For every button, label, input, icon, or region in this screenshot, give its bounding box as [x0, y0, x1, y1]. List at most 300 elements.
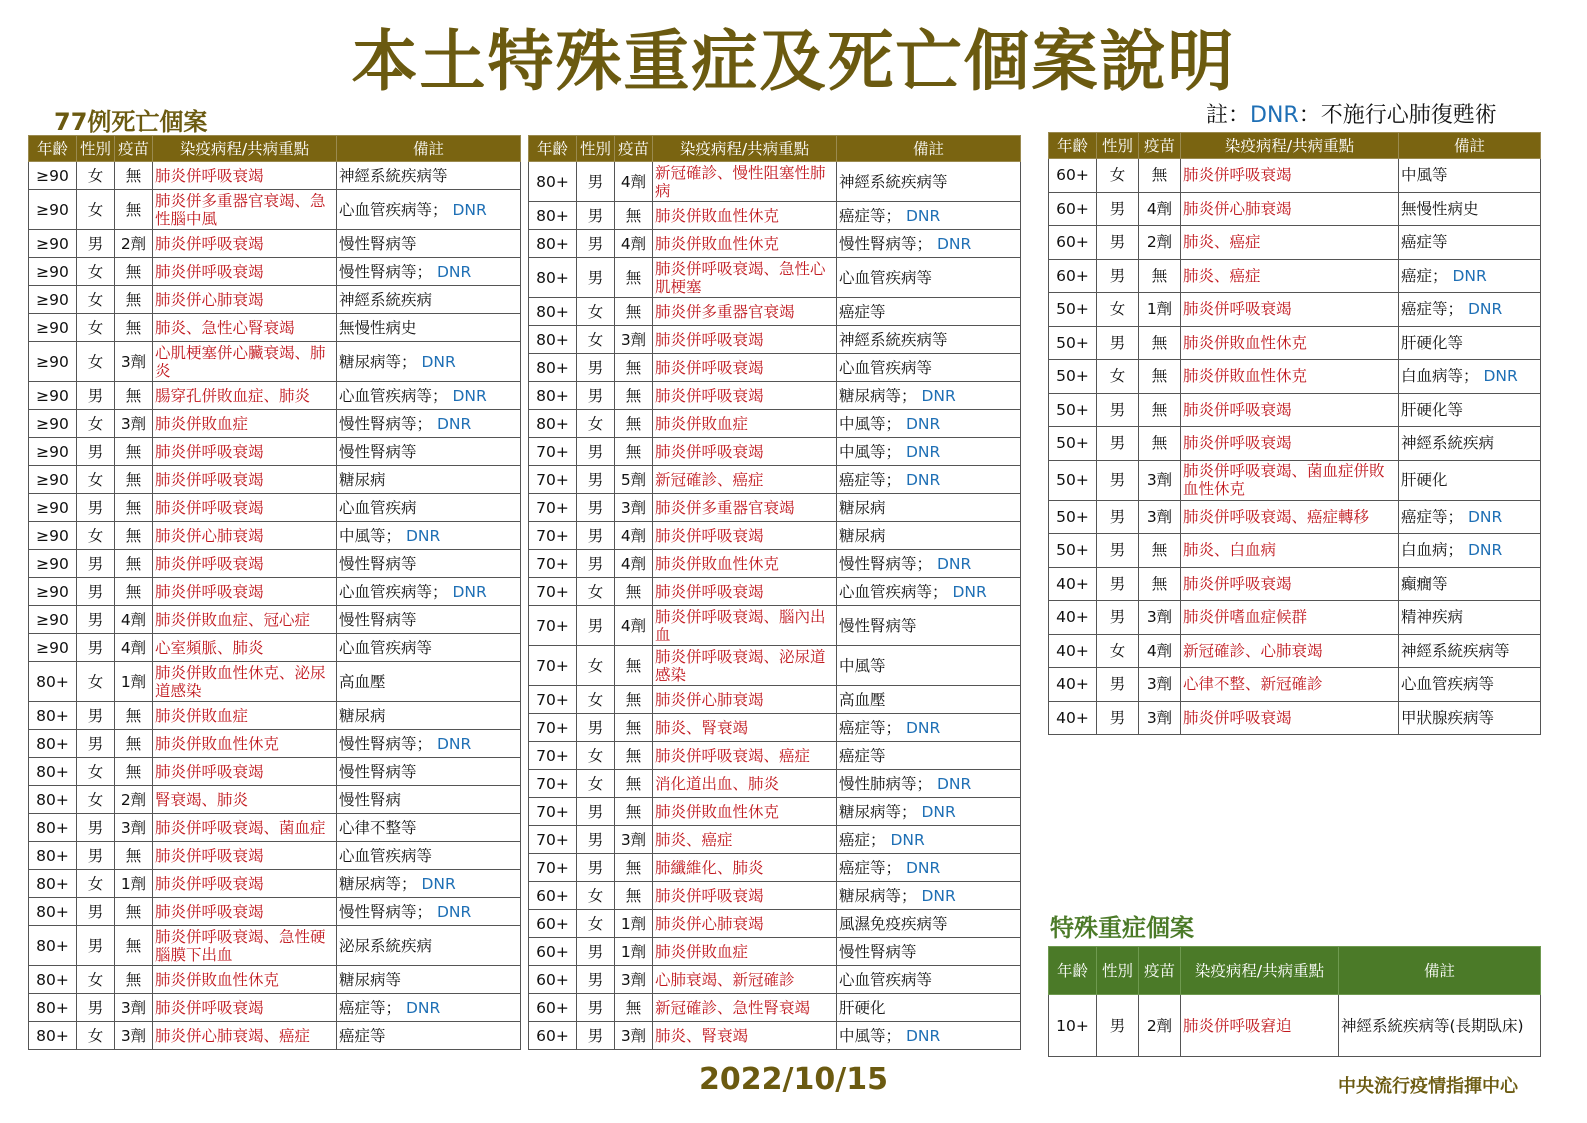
remark-cell-text: 肝硬化 [839, 998, 886, 1017]
age-cell [1049, 259, 1097, 293]
sex-cell [1097, 601, 1139, 635]
course-cell-text: 肺炎併心肺衰竭 [655, 690, 764, 709]
course-cell-text: 肺炎併呼吸衰竭 [655, 526, 764, 545]
dnr-note [1206, 98, 1497, 129]
age-cell [29, 926, 77, 966]
age-cell-text: 80+ [36, 1026, 69, 1045]
age-cell-text: ≥90 [36, 290, 69, 309]
course-cell-text: 肺炎併呼吸衰竭 [155, 262, 264, 281]
vaccine-cell [1139, 259, 1181, 293]
remark-cell [337, 606, 521, 634]
course-cell-text: 肺炎、急性心腎衰竭 [155, 318, 295, 337]
course-cell [653, 522, 837, 550]
course-cell-text: 肺炎併呼吸衰竭 [155, 554, 264, 573]
vaccine-cell-text: 3劑 [620, 970, 647, 989]
vaccine-cell [615, 410, 653, 438]
table-row [1049, 360, 1541, 394]
table-row [529, 230, 1021, 258]
remark-cell-text: 肝硬化等 [1401, 400, 1464, 419]
sex-cell [77, 898, 115, 926]
remark-cell [337, 342, 521, 382]
dnr-tag: DNR [905, 858, 941, 877]
vaccine-cell [115, 1022, 153, 1050]
course-cell-text: 消化道出血、肺炎 [655, 774, 780, 793]
sex-cell [577, 798, 615, 826]
age-cell [29, 522, 77, 550]
age-cell-text: 80+ [36, 936, 69, 955]
remark-cell-text: 糖尿病 [339, 470, 386, 489]
remark-cell-text: 神經系統疾病等 [1401, 641, 1510, 660]
age-cell-text: 70+ [536, 470, 569, 489]
vaccine-cell [615, 882, 653, 910]
remark-cell [837, 826, 1021, 854]
vaccine-cell [115, 466, 153, 494]
dnr-tag: DNR [890, 830, 925, 849]
age-cell-text: 50+ [1056, 471, 1089, 489]
sex-cell-text: 女 [587, 774, 604, 793]
age-cell-text: 70+ [536, 582, 569, 601]
sex-cell [1097, 192, 1139, 226]
dnr-tag: DNR [905, 470, 941, 489]
sex-cell [1097, 293, 1139, 327]
table-row [529, 258, 1021, 298]
age-cell-text: 40+ [1056, 608, 1089, 627]
dnr-tag: DNR [421, 874, 456, 893]
age-cell-text: ≥90 [36, 470, 69, 489]
header-age: 年齡 [1049, 133, 1097, 159]
remark-cell-text: 中風等 [1401, 166, 1448, 185]
remark-cell-text: 癌症等； [339, 998, 402, 1017]
age-cell [29, 730, 77, 758]
table-row [529, 854, 1021, 882]
course-cell [653, 994, 837, 1022]
remark-cell-text: 糖尿病等； [839, 386, 917, 405]
note-suffix: ：不施行心肺復甦術 [1298, 103, 1497, 128]
course-cell-text: 肺炎併呼吸衰竭 [155, 442, 264, 461]
age-cell [529, 798, 577, 826]
age-cell [1049, 668, 1097, 702]
vaccine-cell [615, 230, 653, 258]
sex-cell-text: 女 [87, 1026, 104, 1045]
vaccine-cell [115, 162, 153, 190]
age-cell-text: 80+ [536, 234, 569, 253]
vaccine-cell-text: 3劑 [1146, 708, 1173, 727]
age-cell-text: 80+ [536, 268, 569, 287]
table-row [29, 606, 521, 634]
sex-cell [577, 826, 615, 854]
remark-cell [337, 466, 521, 494]
remark-cell [837, 646, 1021, 686]
age-cell [529, 550, 577, 578]
sex-cell-text: 男 [87, 902, 104, 921]
sex-cell-text: 女 [587, 914, 604, 933]
dnr-tag: DNR [452, 582, 487, 601]
sex-cell [1097, 567, 1139, 601]
vaccine-cell-text: 無 [125, 318, 142, 337]
age-cell [29, 702, 77, 730]
vaccine-cell-text: 2劑 [120, 234, 147, 253]
sex-cell-text: 男 [587, 442, 604, 461]
dnr-tag: DNR [436, 902, 472, 921]
course-cell-text: 肺炎併呼吸衰竭 [655, 330, 764, 349]
course-cell-text: 肺炎併呼吸衰竭、泌尿道感染 [655, 647, 826, 684]
dnr-tag: DNR [405, 998, 441, 1017]
age-cell-text: 80+ [36, 998, 69, 1017]
vaccine-cell [115, 966, 153, 994]
vaccine-cell-text: 無 [125, 902, 142, 921]
course-cell [1181, 293, 1399, 327]
age-cell-text: 80+ [36, 734, 69, 753]
dnr-tag: DNR [905, 1026, 941, 1045]
vaccine-cell [115, 702, 153, 730]
vaccine-cell-text: 2劑 [120, 790, 147, 809]
age-cell-text: 80+ [36, 762, 69, 781]
course-cell [653, 382, 837, 410]
sex-cell-text: 男 [87, 554, 104, 573]
remark-cell [837, 202, 1021, 230]
table-row [29, 730, 521, 758]
vaccine-cell [1139, 668, 1181, 702]
header-vaccine: 疫苗 [1139, 133, 1181, 159]
table-row [529, 994, 1021, 1022]
course-cell-text: 肺炎併呼吸衰竭、菌血症 [155, 818, 326, 837]
course-cell [653, 854, 837, 882]
vaccine-cell-text: 1劑 [620, 914, 647, 933]
header-course: 染疫病程/共病重點 [1181, 133, 1399, 159]
dnr-tag: DNR [436, 414, 472, 433]
header-age: 年齡 [529, 136, 577, 162]
remark-cell [837, 910, 1021, 938]
course-cell [153, 842, 337, 870]
remark-cell-text: 白血病； [1401, 541, 1464, 560]
header-vaccine: 疫苗 [615, 136, 653, 162]
age-cell-text: ≥90 [36, 318, 69, 337]
age-cell [29, 550, 77, 578]
age-cell-text: 80+ [36, 818, 69, 837]
sex-cell [77, 342, 115, 382]
report-date: 2022/10/15 [699, 1062, 888, 1097]
course-cell [153, 786, 337, 814]
remark-cell [337, 314, 521, 342]
remark-cell [837, 1022, 1021, 1050]
vaccine-cell-text: 無 [1151, 266, 1168, 285]
age-cell [529, 826, 577, 854]
table-row [1049, 427, 1541, 461]
vaccine-cell-text: 無 [125, 526, 142, 545]
sex-cell [77, 994, 115, 1022]
course-cell [1181, 360, 1399, 394]
remark-cell-text: 甲狀腺疾病等 [1401, 708, 1495, 727]
sex-cell [77, 662, 115, 702]
table-row [529, 742, 1021, 770]
header-age: 年齡 [29, 136, 77, 162]
vaccine-cell-text: 無 [625, 690, 642, 709]
table-row [1049, 259, 1541, 293]
vaccine-cell [115, 578, 153, 606]
sex-cell [77, 634, 115, 662]
vaccine-cell [615, 550, 653, 578]
remark-cell-text: 慢性腎病等 [339, 442, 417, 461]
vaccine-cell [115, 286, 153, 314]
course-cell-text: 肺炎、癌症 [1183, 233, 1261, 252]
table-row [29, 494, 521, 522]
age-cell-text: 80+ [536, 172, 569, 191]
vaccine-cell-text: 無 [1151, 367, 1168, 386]
course-cell-text: 肺炎併呼吸衰竭、腦內出血 [655, 607, 826, 644]
course-cell-text: 心肺衰竭、新冠確診 [655, 970, 795, 989]
sex-cell-text: 男 [587, 554, 604, 573]
age-cell [529, 910, 577, 938]
vaccine-cell-text: 4劑 [620, 234, 647, 253]
remark-cell-text: 糖尿病 [839, 498, 886, 517]
course-cell [153, 730, 337, 758]
sex-cell-text: 男 [87, 638, 104, 657]
sex-cell-text: 女 [87, 526, 104, 545]
sex-cell [77, 966, 115, 994]
sex-cell-text: 女 [87, 874, 104, 893]
age-cell-text: 60+ [536, 942, 569, 961]
remark-cell [1339, 995, 1541, 1057]
sex-cell-text: 女 [87, 762, 104, 781]
remark-cell [337, 382, 521, 410]
header-remark: 備註 [1339, 947, 1541, 995]
remark-cell [837, 326, 1021, 354]
age-cell-text: 60+ [536, 886, 569, 905]
course-cell-text: 肺炎併呼吸窘迫 [1183, 1016, 1292, 1035]
table-row [1049, 293, 1541, 327]
sex-cell-text: 男 [587, 718, 604, 737]
remark-cell [337, 522, 521, 550]
sex-cell [577, 230, 615, 258]
vaccine-cell-text: 3劑 [620, 830, 647, 849]
vaccine-cell [615, 798, 653, 826]
course-cell-text: 肺炎併敗血症 [155, 706, 249, 725]
course-cell-text: 肺炎併呼吸衰竭 [1183, 434, 1292, 453]
sex-cell-text: 男 [87, 846, 104, 865]
remark-cell-text: 肝硬化 [1401, 471, 1448, 489]
vaccine-cell [115, 634, 153, 662]
remark-cell [837, 494, 1021, 522]
age-cell-text: 50+ [1056, 400, 1089, 419]
course-cell [653, 966, 837, 994]
remark-cell-text: 心血管疾病等； [839, 582, 948, 601]
table-row [29, 1022, 521, 1050]
sex-cell [577, 258, 615, 298]
course-cell [153, 662, 337, 702]
age-cell-text: 60+ [1056, 166, 1089, 185]
header-vaccine: 疫苗 [1139, 947, 1181, 995]
dnr-tag: DNR [436, 734, 472, 753]
remark-cell [1399, 360, 1541, 394]
vaccine-cell [615, 1022, 653, 1050]
course-cell [653, 298, 837, 326]
table-row [529, 162, 1021, 202]
remark-cell [337, 814, 521, 842]
course-cell [153, 1022, 337, 1050]
header-remark: 備註 [337, 136, 521, 162]
age-cell-text: 80+ [36, 706, 69, 725]
dnr-tag: DNR [921, 886, 956, 905]
age-cell-text: 40+ [1056, 675, 1089, 694]
vaccine-cell [115, 814, 153, 842]
remark-cell-text: 癌症等 [339, 1026, 386, 1045]
course-cell [653, 202, 837, 230]
course-cell [153, 466, 337, 494]
sex-cell [577, 882, 615, 910]
vaccine-cell-text: 無 [125, 706, 142, 725]
vaccine-cell [115, 342, 153, 382]
age-cell-text: 80+ [36, 874, 69, 893]
dnr-tag: DNR [905, 206, 941, 225]
sex-cell-text: 女 [587, 582, 604, 601]
age-cell-text: ≥90 [36, 526, 69, 545]
course-cell-text: 肺炎併心肺衰竭 [655, 914, 764, 933]
vaccine-cell-text: 無 [125, 846, 142, 865]
vaccine-cell-text: 無 [625, 746, 642, 765]
course-cell-text: 肺炎、白血病 [1183, 541, 1277, 560]
remark-cell-text: 無慢性病史 [339, 318, 417, 337]
vaccine-cell-text: 3劑 [620, 1026, 647, 1045]
course-cell-text: 肺炎併呼吸衰竭 [1183, 708, 1292, 727]
age-cell-text: ≥90 [36, 638, 69, 657]
remark-cell-text: 神經系統疾病等(長期臥床) [1341, 1016, 1524, 1035]
age-cell [29, 1022, 77, 1050]
vaccine-cell [115, 550, 153, 578]
table-row [29, 634, 521, 662]
sex-cell-text: 男 [87, 706, 104, 725]
sex-cell-text: 男 [1109, 574, 1126, 593]
course-cell [653, 438, 837, 466]
remark-cell-text: 心血管疾病等 [839, 358, 933, 377]
dnr-tag: DNR [905, 718, 941, 737]
death-table-3 [1048, 132, 1541, 735]
remark-cell [337, 190, 521, 230]
remark-cell-text: 慢性腎病 [339, 790, 402, 809]
remark-cell-text: 癌症等 [839, 746, 886, 765]
remark-cell [837, 466, 1021, 494]
course-cell [653, 606, 837, 646]
course-cell [1181, 460, 1399, 500]
dnr-tag: DNR [452, 200, 487, 219]
remark-cell-text: 癌症； [839, 830, 886, 849]
vaccine-cell [615, 686, 653, 714]
remark-cell-text: 糖尿病等 [339, 970, 402, 989]
table-row [529, 354, 1021, 382]
table-row [529, 326, 1021, 354]
remark-cell [337, 994, 521, 1022]
vaccine-cell [115, 230, 153, 258]
table-row [529, 646, 1021, 686]
vaccine-cell [1139, 326, 1181, 360]
table-row [1049, 534, 1541, 568]
sex-cell-text: 男 [1109, 333, 1126, 352]
remark-cell [337, 1022, 521, 1050]
remark-cell-text: 神經系統疾病 [1401, 434, 1495, 453]
death-table-2 [528, 135, 1021, 1050]
remark-cell-text: 風濕免疫疾病等 [839, 914, 948, 933]
course-cell [153, 494, 337, 522]
sex-cell [77, 842, 115, 870]
course-cell [153, 758, 337, 786]
course-cell [653, 714, 837, 742]
remark-cell-text: 慢性肺病等； [839, 774, 933, 793]
vaccine-cell-text: 無 [1151, 541, 1168, 560]
age-cell [29, 438, 77, 466]
sex-cell [77, 438, 115, 466]
sex-cell [1097, 500, 1139, 534]
age-cell-text: 70+ [536, 858, 569, 877]
age-cell-text: 50+ [1056, 507, 1089, 526]
age-cell [1049, 192, 1097, 226]
age-cell-text: 70+ [536, 830, 569, 849]
age-cell-text: 80+ [36, 790, 69, 809]
sex-cell-text: 男 [587, 998, 604, 1017]
remark-cell [837, 938, 1021, 966]
vaccine-cell-text: 2劑 [1146, 1016, 1173, 1035]
remark-cell-text: 神經系統疾病等 [839, 330, 948, 349]
sex-cell [77, 550, 115, 578]
sex-cell [577, 410, 615, 438]
age-cell [29, 342, 77, 382]
vaccine-cell [115, 190, 153, 230]
remark-cell-text: 癌症等 [1401, 233, 1448, 252]
vaccine-cell [615, 494, 653, 522]
sex-cell [77, 258, 115, 286]
remark-cell [837, 742, 1021, 770]
sex-cell [1097, 634, 1139, 668]
course-cell-text: 肺炎併多重器官衰竭 [655, 498, 795, 517]
vaccine-cell-text: 1劑 [1146, 300, 1173, 319]
course-cell [153, 382, 337, 410]
remark-cell [837, 162, 1021, 202]
course-cell-text: 肺炎併敗血性休克 [155, 734, 280, 753]
remark-cell [337, 162, 521, 190]
vaccine-cell [1139, 393, 1181, 427]
table-row [29, 550, 521, 578]
course-cell [653, 354, 837, 382]
table-row [1049, 701, 1541, 735]
sex-cell [1097, 427, 1139, 461]
remark-cell [837, 770, 1021, 798]
sex-cell [577, 354, 615, 382]
course-cell [1181, 393, 1399, 427]
age-cell [1049, 567, 1097, 601]
vaccine-cell [115, 522, 153, 550]
vaccine-cell-text: 無 [625, 358, 642, 377]
vaccine-cell-text: 4劑 [620, 554, 647, 573]
remark-cell [1399, 393, 1541, 427]
vaccine-cell [615, 258, 653, 298]
table-row [529, 438, 1021, 466]
dnr-tag: DNR [1467, 541, 1503, 560]
course-cell [1181, 701, 1399, 735]
vaccine-cell [615, 578, 653, 606]
remark-cell [1399, 460, 1541, 500]
course-cell [153, 522, 337, 550]
course-cell-text: 肺炎併呼吸衰竭 [155, 166, 264, 185]
course-cell [653, 410, 837, 438]
sex-cell [577, 578, 615, 606]
sex-cell-text: 男 [87, 442, 104, 461]
course-cell-text: 新冠確診、急性腎衰竭 [655, 998, 811, 1017]
remark-cell [337, 730, 521, 758]
age-cell [29, 758, 77, 786]
vaccine-cell-text: 1劑 [620, 942, 647, 961]
table-row [1049, 601, 1541, 635]
sex-cell [577, 202, 615, 230]
vaccine-cell [615, 326, 653, 354]
course-cell [1181, 159, 1399, 193]
